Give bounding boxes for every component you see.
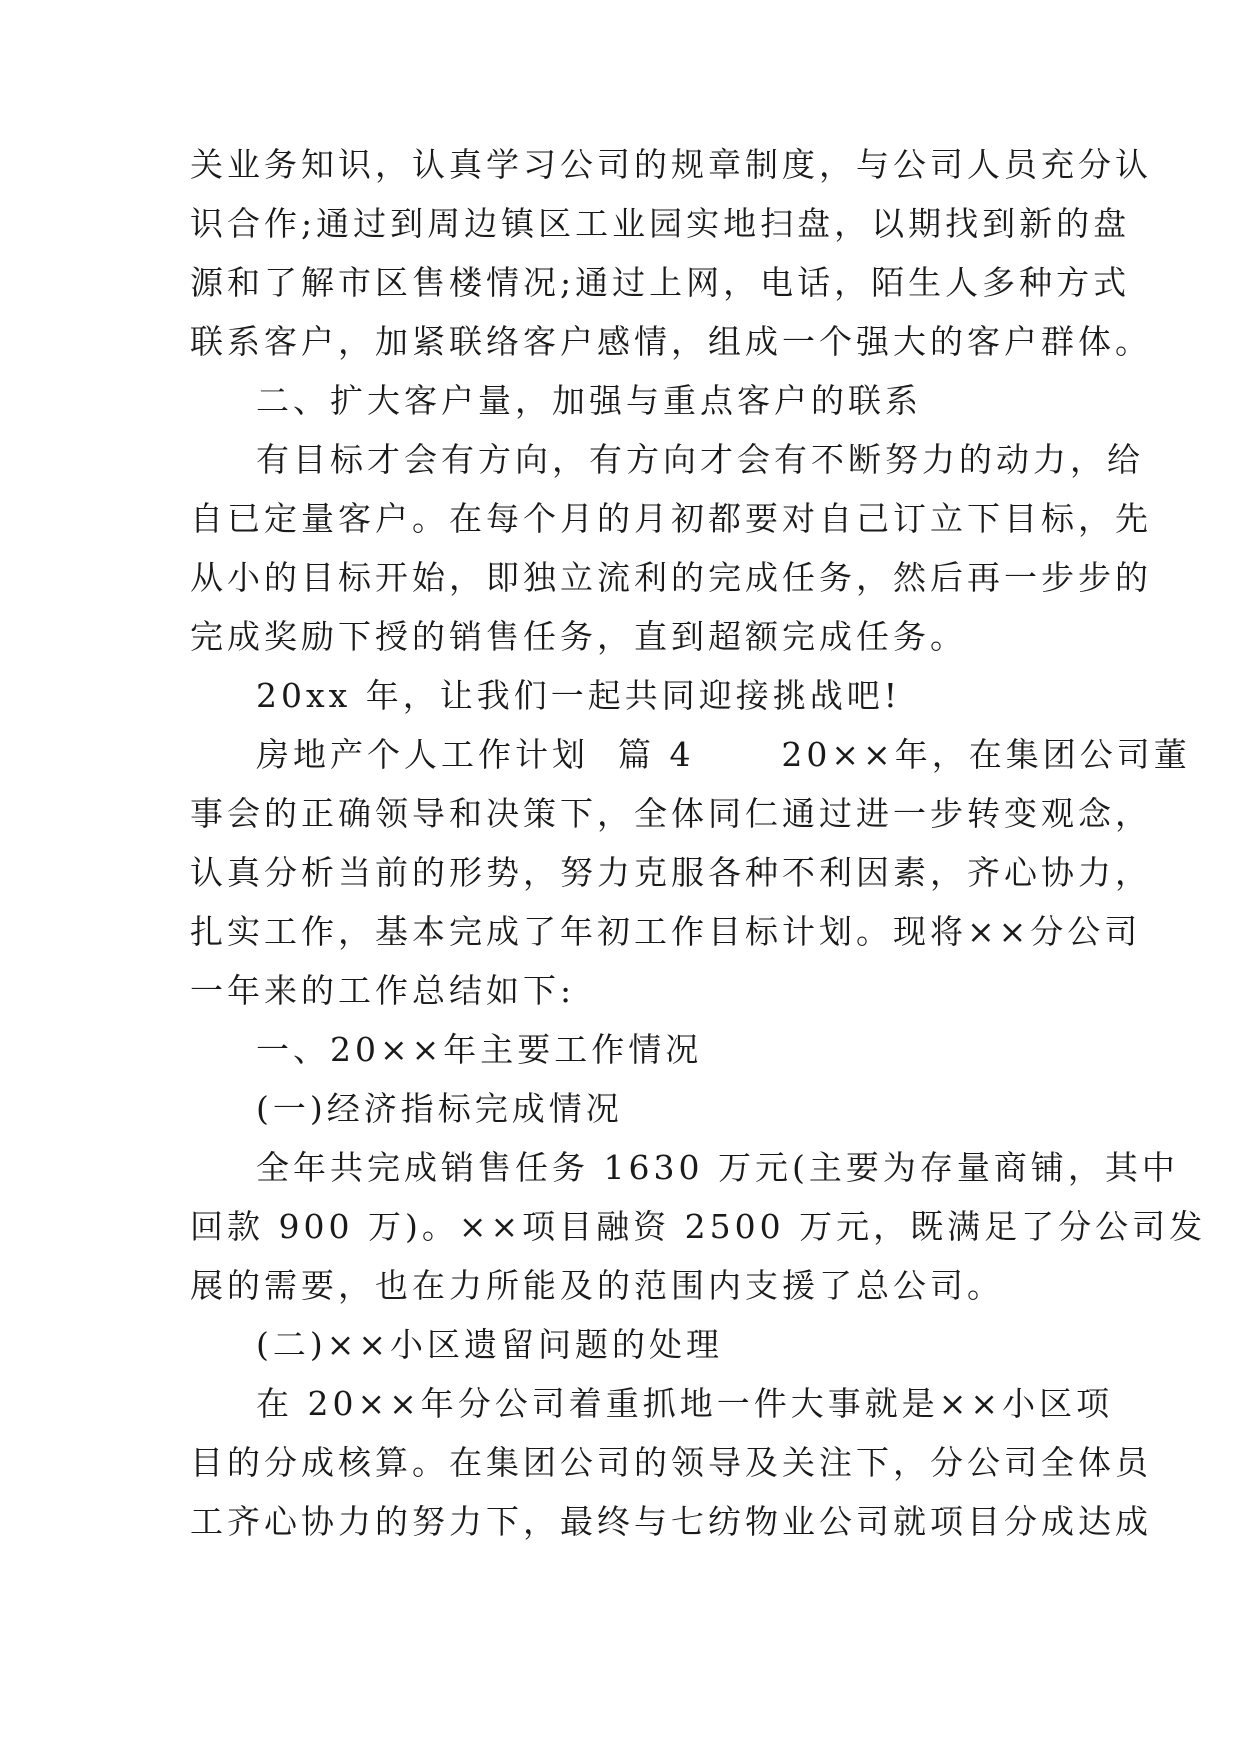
text-line: 识合作;通过到周边镇区工业园实地扫盘，以期找到新的盘 — [190, 204, 1131, 243]
text-line: 自已定量客户。在每个月的月初都要对自己订立下目标，先 — [190, 499, 1152, 538]
text-line: 认真分析当前的形势，努力克服各种不利因素，齐心协力， — [190, 853, 1152, 892]
text-line: 在 20××年分公司着重抓地一件大事就是××小区项 — [256, 1384, 1114, 1423]
text-line: 20xx 年，让我们一起共同迎接挑战吧! — [256, 676, 901, 715]
text-line: 关业务知识，认真学习公司的规章制度，与公司人员充分认 — [190, 145, 1152, 184]
text-line: 扎实工作，基本完成了年初工作目标计划。现将××分公司 — [190, 912, 1142, 951]
article-title-line: 房地产个人工作计划 篇 4 20××年，在集团公司董 — [256, 735, 1191, 774]
section-heading: 一、20××年主要工作情况 — [256, 1030, 703, 1069]
text-line: 有目标才会有方向，有方向才会有不断努力的动力，给 — [256, 440, 1144, 479]
text-line: 工齐心协力的努力下，最终与七纺物业公司就项目分成达成 — [190, 1502, 1152, 1541]
text-line: 源和了解市区售楼情况;通过上网，电话，陌生人多种方式 — [190, 263, 1131, 302]
text-line: 事会的正确领导和决策下，全体同仁通过进一步转变观念， — [190, 794, 1152, 833]
text-line: 完成奖励下授的销售任务，直到超额完成任务。 — [190, 617, 967, 656]
text-line: 全年共完成销售任务 1630 万元(主要为存量商铺，其中 — [256, 1148, 1179, 1187]
text-line: 联系客户，加紧联络客户感情，组成一个强大的客户群体。 — [190, 322, 1152, 361]
text-line: 一年来的工作总结如下: — [190, 971, 576, 1010]
subsection-heading: (一)经济指标完成情况 — [256, 1089, 623, 1128]
section-heading: 二、扩大客户量，加强与重点客户的联系 — [256, 381, 922, 420]
text-line: 目的分成核算。在集团公司的领导及关注下，分公司全体员 — [190, 1443, 1152, 1482]
text-line: 展的需要，也在力所能及的范围内支援了总公司。 — [190, 1266, 1004, 1305]
text-line: 回款 900 万)。××项目融资 2500 万元，既满足了分公司发 — [190, 1207, 1207, 1246]
subsection-heading: (二)××小区遗留问题的处理 — [256, 1325, 724, 1364]
text-line: 从小的目标开始，即独立流利的完成任务，然后再一步步的 — [190, 558, 1152, 597]
